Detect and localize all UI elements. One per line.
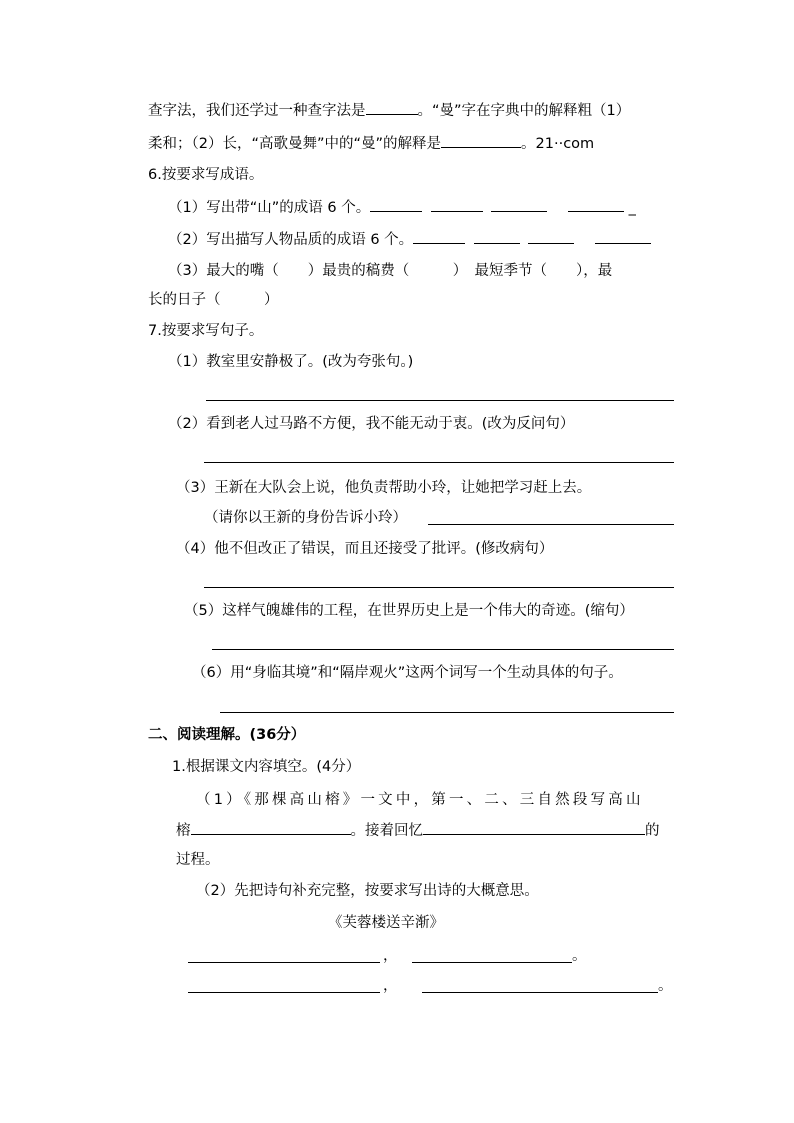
fill-blank[interactable] <box>191 820 351 835</box>
reading-q1-1b-text-c: 的 <box>645 823 660 839</box>
poem-comma-1-text: ， <box>383 948 398 964</box>
poem-period-1 <box>572 946 587 966</box>
fill-blank[interactable] <box>370 197 422 212</box>
question-6-1-text: （1）写出带“山”的成语 6 个。 <box>168 200 371 216</box>
question-6-1-tail: _ <box>628 200 636 216</box>
question-7-4 <box>176 539 553 559</box>
reading-question-1-1 <box>196 790 644 810</box>
question-7-2 <box>168 414 574 434</box>
reading-question-1 <box>172 757 360 777</box>
fill-blank[interactable] <box>423 820 645 835</box>
answer-line-7-6[interactable] <box>220 712 674 713</box>
question-7-1 <box>168 352 413 372</box>
poem-period-2-text: 。 <box>658 978 673 994</box>
reading-question-1-text: 1.根据课文内容填空。(4分） <box>172 759 361 775</box>
fill-blank[interactable] <box>595 229 651 244</box>
question-7-label: 7.按要求写句子。 <box>148 323 264 339</box>
question-6-2-text: （2）写出描写人物品质的成语 6 个。 <box>168 232 414 248</box>
reading-q1-1b-text-b: 。接着回忆 <box>350 823 423 839</box>
question-6-1 <box>168 197 636 218</box>
question-7-3 <box>176 478 591 498</box>
question-7-1-text: （1）教室里安静极了。(改为夸张句。) <box>168 354 414 370</box>
text-line-2 <box>148 133 594 154</box>
answer-line-7-3[interactable] <box>428 524 674 525</box>
question-6-label: 6.按要求写成语。 <box>148 167 264 183</box>
poem-title <box>328 913 444 933</box>
question-7-heading <box>148 321 263 341</box>
section-2-title: 二、阅读理解。(36分） <box>148 727 306 743</box>
poem-comma-2-text: ， <box>383 978 398 994</box>
fill-blank[interactable] <box>528 229 574 244</box>
answer-line-7-4[interactable] <box>204 587 674 588</box>
fill-blank[interactable] <box>441 133 521 148</box>
poem-comma-1 <box>383 946 398 966</box>
question-6-heading <box>148 165 263 185</box>
answer-line-7-5[interactable] <box>212 649 674 650</box>
poem-period-1-text: 。 <box>572 948 587 964</box>
question-7-3b-text: （请你以王新的身份告诉小玲） <box>204 510 407 526</box>
question-7-2-text: （2）看到老人过马路不方便，我不能无动于衷。(改为反问句） <box>168 416 575 432</box>
question-6-3-continued <box>148 290 279 310</box>
reading-question-1-1-text: （1）《那棵高山榕》一文中，第一、二、三自然段写高山 <box>196 792 644 808</box>
poem-blank-4[interactable] <box>422 992 658 993</box>
question-6-2 <box>168 229 651 250</box>
question-7-4-text: （4）他不但改正了错误，而且还接受了批评。(修改病句） <box>176 541 554 557</box>
line-1-text-a: 查字法，我们还学过一种查字法是 <box>148 103 366 119</box>
poem-blank-3[interactable] <box>188 992 380 993</box>
poem-blank-1[interactable] <box>188 962 380 963</box>
fill-blank[interactable] <box>568 197 624 212</box>
line-2-text-b: 。21··com <box>521 136 595 152</box>
question-7-3-text: （3）王新在大队会上说，他负责帮助小玲，让她把学习赶上去。 <box>176 480 592 496</box>
poem-comma-2 <box>383 976 398 996</box>
question-7-5-text: （5）这样气魄雄伟的工程，在世界历史上是一个伟大的奇迹。(缩句） <box>184 603 634 619</box>
answer-line-7-2[interactable] <box>204 462 674 463</box>
line-1-text-b: 。“曼”字在字典中的解释粗（1） <box>417 103 631 119</box>
reading-q1-1b-text-a: 榕 <box>176 823 191 839</box>
answer-line-7-1[interactable] <box>206 400 674 401</box>
fill-blank[interactable] <box>491 197 547 212</box>
question-6-3-text: （3）最大的嘴（ ）最贵的稿费（ ） 最短季节（ ），最 <box>168 263 613 279</box>
question-6-3 <box>168 261 612 281</box>
fill-blank[interactable] <box>413 229 465 244</box>
question-7-3-continued <box>204 508 407 528</box>
question-7-5 <box>184 601 634 621</box>
fill-blank[interactable] <box>366 100 418 115</box>
section-2-heading <box>148 725 305 745</box>
poem-title-text: 《芙蓉楼送辛渐》 <box>328 915 444 931</box>
question-7-6 <box>192 663 623 683</box>
reading-q1-1c-text: 过程。 <box>176 852 220 868</box>
reading-question-1-2 <box>196 881 539 901</box>
line-2-text-a: 柔和；（2）长，“高歌曼舞”中的“曼”的解释是 <box>148 136 442 152</box>
reading-question-1-2-text: （2）先把诗句补充完整，按要求写出诗的大概意思。 <box>196 883 539 899</box>
question-7-6-text: （6）用“身临其境”和“隔岸观火”这两个词写一个生动具体的句子。 <box>192 665 623 681</box>
reading-question-1-1-end <box>176 850 220 870</box>
question-6-3b-text: 长的日子（ ） <box>148 292 279 308</box>
fill-blank[interactable] <box>431 197 483 212</box>
poem-period-2 <box>658 976 673 996</box>
poem-blank-2[interactable] <box>412 962 572 963</box>
fill-blank[interactable] <box>474 229 520 244</box>
reading-question-1-1-continued <box>176 820 660 841</box>
text-line-1 <box>148 100 630 121</box>
